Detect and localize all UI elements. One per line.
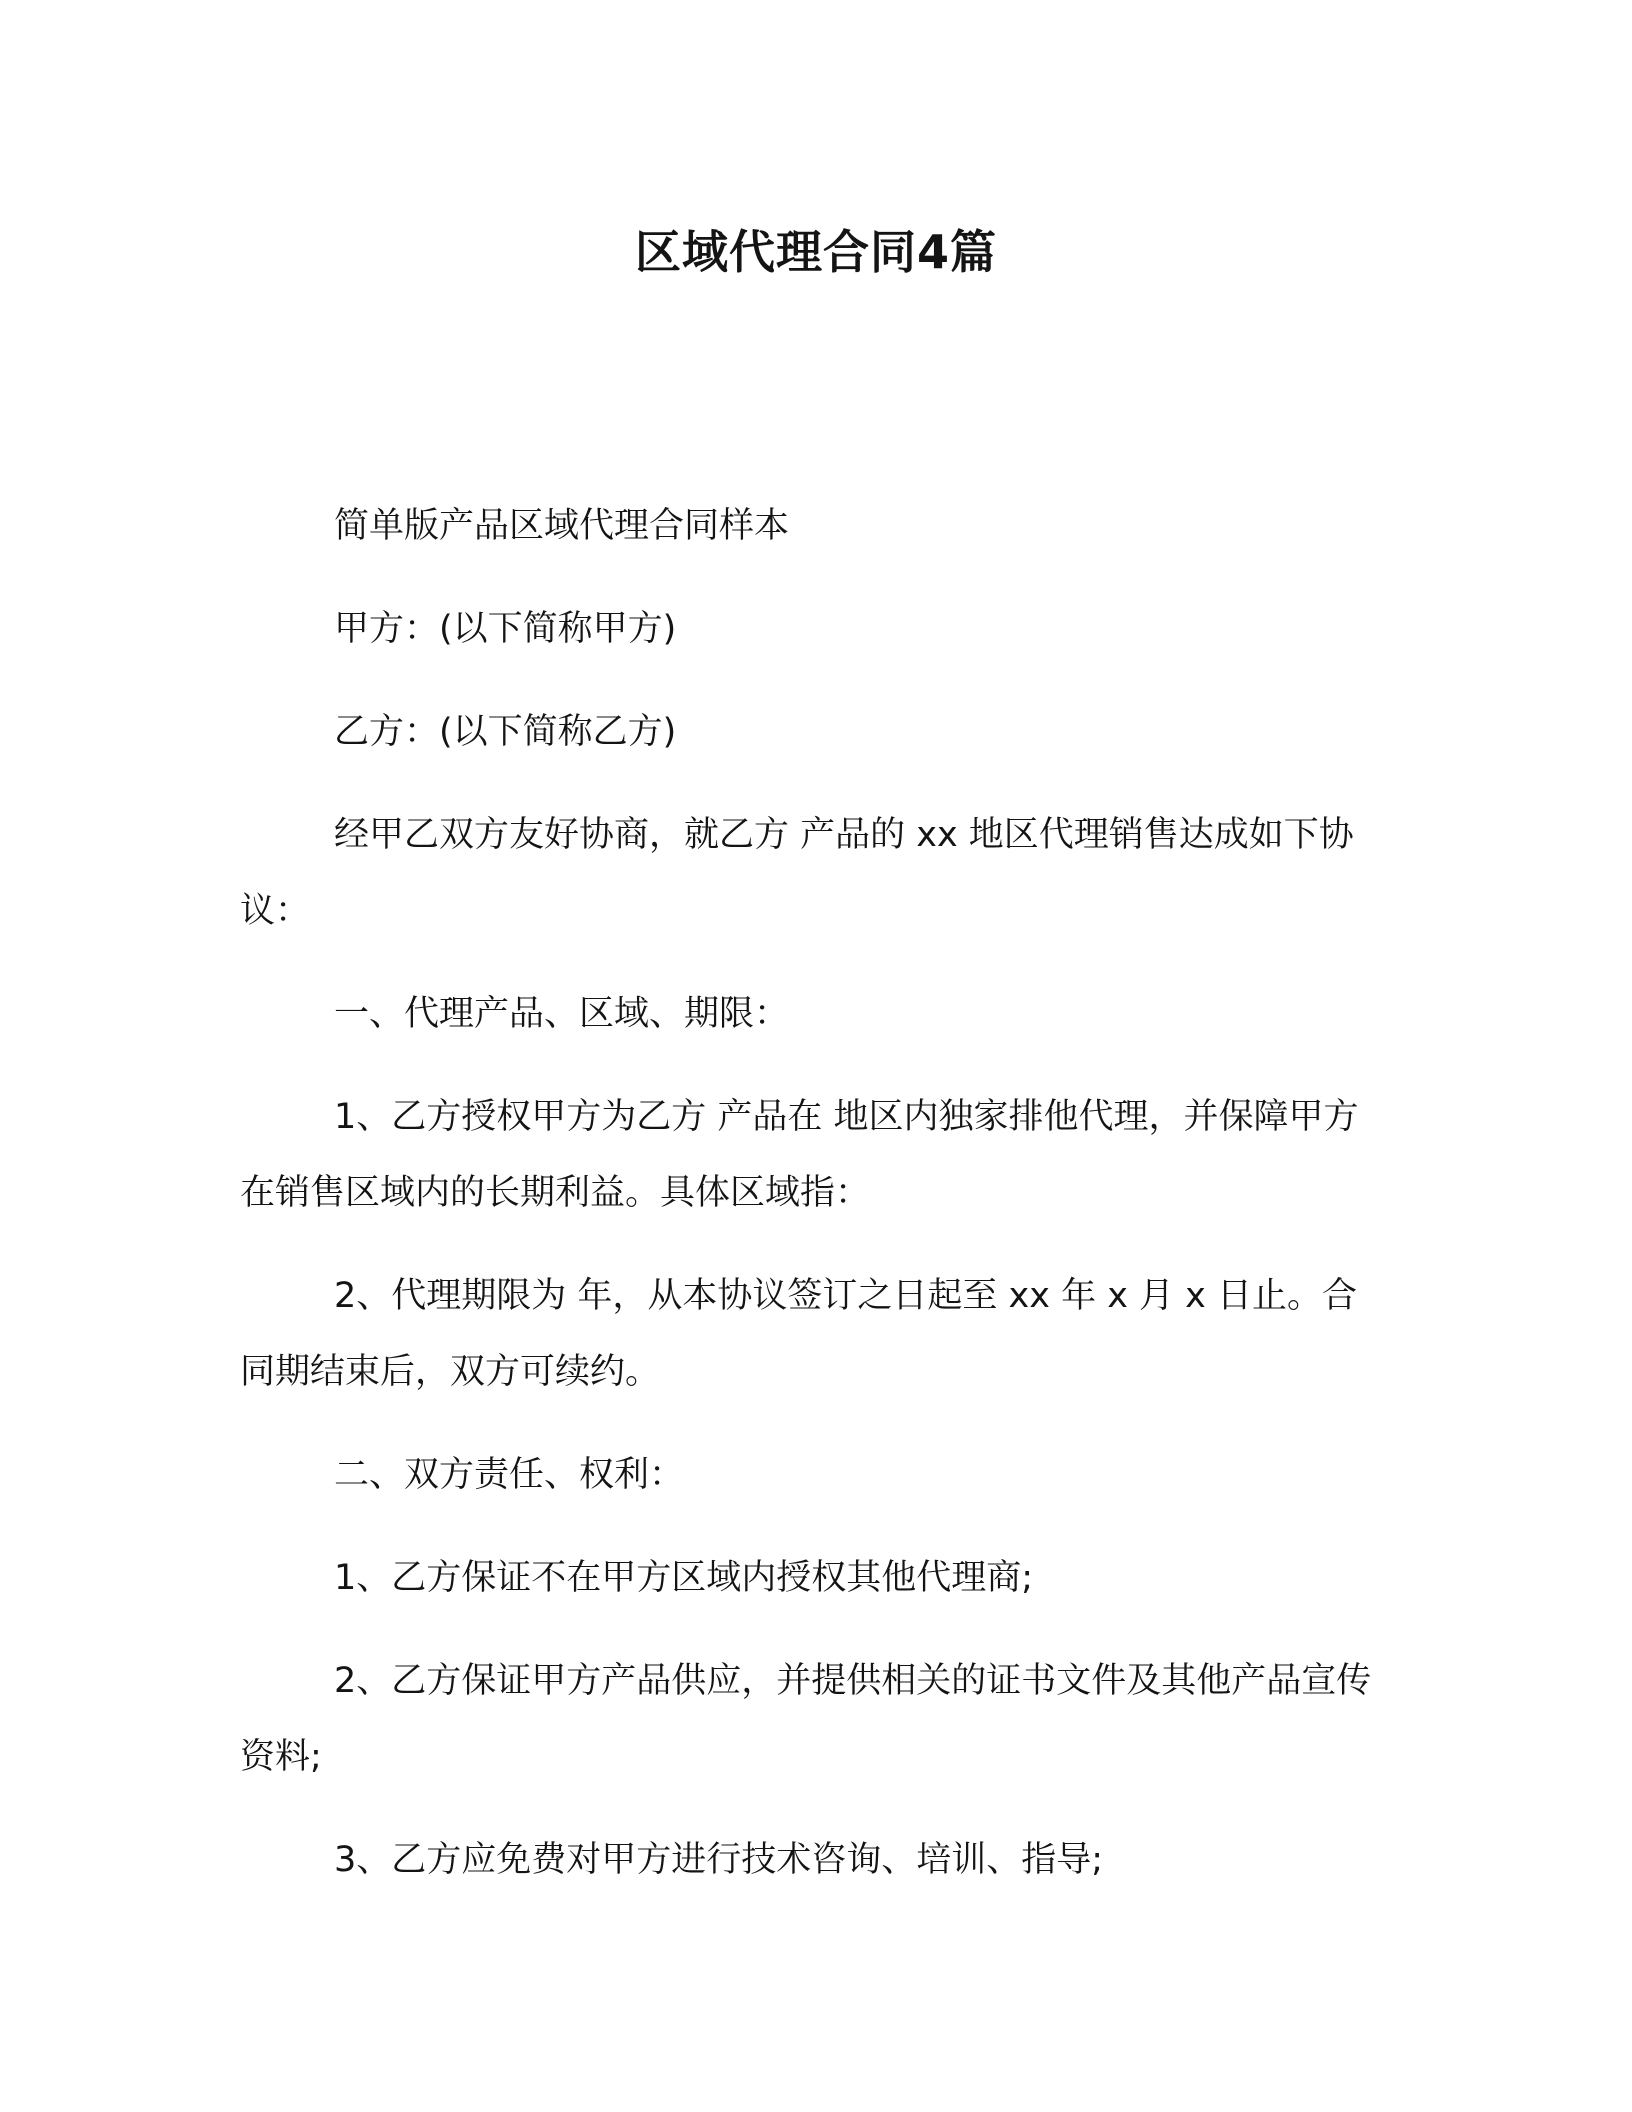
- paragraph-party-b: 乙方：(以下简称乙方): [334, 712, 677, 752]
- paragraph-agreement-intro: 经甲乙双方友好协商，就乙方 产品的 xx 地区代理销售达成如下协议：: [240, 815, 1354, 931]
- paragraph-clause-2-3: 3、乙方应免费对甲方进行技术咨询、培训、指导;: [334, 1840, 1104, 1880]
- paragraph-clause-1-2: 2、代理期限为 年，从本协议签订之日起至 xx 年 x 月 x 日止。合同期结束后，双方可续约。: [240, 1276, 1358, 1392]
- paragraph-contract-sample-heading: 简单版产品区域代理合同样本: [334, 506, 790, 546]
- paragraph-party-a: 甲方：(以下简称甲方): [334, 609, 677, 649]
- document-body: [240, 488, 1380, 1925]
- document-title: 区域代理合同4篇: [634, 225, 997, 279]
- paragraph-clause-1-1: 1、乙方授权甲方为乙方 产品在 地区内独家排他代理，并保障甲方在销售区域内的长期利益。具体区域指：: [240, 1097, 1359, 1213]
- paragraph-clause-2-2: 2、乙方保证甲方产品供应，并提供相关的证书文件及其他产品宣传资料;: [240, 1661, 1372, 1777]
- paragraph-clause-2-1: 1、乙方保证不在甲方区域内授权其他代理商;: [334, 1558, 1034, 1598]
- section-heading-responsibilities-rights: 二、双方责任、权利：: [334, 1455, 685, 1495]
- section-heading-products-region-term: 一、代理产品、区域、期限：: [334, 994, 790, 1034]
